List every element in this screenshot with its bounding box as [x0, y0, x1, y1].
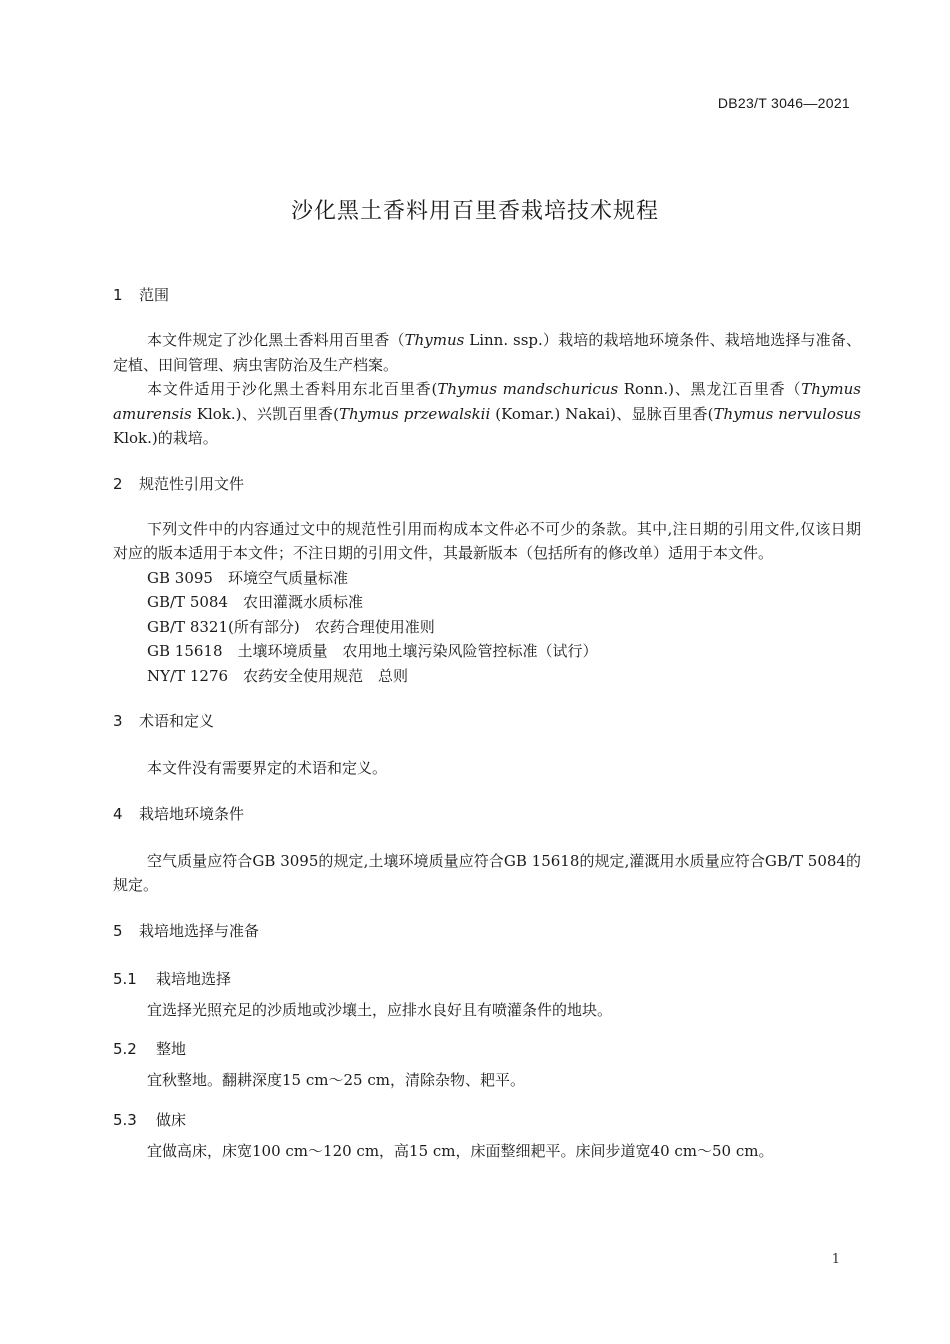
section-title: 栽培地环境条件: [139, 804, 245, 823]
subsection-paragraph: 宜秋整地。翻耕深度15 cm～25 cm，清除杂物、耙平。: [147, 1071, 525, 1089]
section-heading: [113, 920, 861, 944]
terms-paragraph: 本文件没有需要界定的术语和定义。: [147, 759, 388, 777]
environment-paragraph: 空气质量应符合GB 3095的规定,土壤环境质量应符合GB 15618的规定,灌溉用水质量应符合GB/T 5084的规定。: [113, 851, 861, 894]
document-body: [113, 284, 861, 1163]
reference-item: GB 3095 环境空气质量标准: [147, 568, 348, 587]
section-environment: [113, 803, 861, 898]
section-heading: [113, 473, 861, 497]
subsection-title: 整地: [156, 1040, 187, 1058]
subsection-title: 做床: [156, 1110, 187, 1129]
section-number: 1: [113, 286, 123, 304]
section-number: 5: [113, 921, 123, 940]
subsection-paragraph: 宜做高床，床宽100 cm～120 cm，高15 cm，床面整细耙平。床间步道宽40 cm～50 cm。: [147, 1141, 774, 1160]
subsection-number: 5.3: [113, 1110, 137, 1129]
subsection-number: 5.2: [113, 1040, 137, 1058]
document-title: 沙化黑土香料用百里香栽培技术规程: [290, 199, 659, 224]
reference-item: GB/T 8321(所有部分) 农药合理使用准则: [147, 617, 435, 636]
subsection-number: 5.1: [113, 969, 137, 988]
section-number: 4: [113, 804, 123, 823]
subsection-paragraph: 宜选择光照充足的沙质地或沙壤土，应排水良好且有喷灌条件的地块。: [147, 1000, 613, 1019]
section-title: 规范性引用文件: [139, 474, 245, 493]
section-title: 术语和定义: [139, 712, 215, 730]
subsection-heading: [113, 1038, 861, 1062]
section-site-selection: [113, 920, 861, 1164]
section-heading: [113, 284, 861, 308]
section-heading: [113, 803, 861, 827]
section-title: 范围: [139, 286, 170, 304]
scope-paragraph-2: 本文件适用于沙化黑土香料用东北百里香(Thymus mandschuricus Ronn.)、黑龙江百里香（Thymus amurensis Klok.)、兴凯百里香(Thymus przewalskii (Komar.) Nakai)、显脉百里香(Thymus nervulosus Klok.)的栽培。: [113, 380, 862, 447]
section-number: 2: [113, 474, 123, 493]
section-terms-definitions: [113, 710, 861, 781]
reference-item: GB/T 5084 农田灌溉水质标准: [147, 593, 364, 611]
subsection-heading: [113, 968, 861, 992]
section-normative-references: [113, 473, 861, 689]
page-number: 1: [831, 1252, 840, 1267]
references-intro: 下列文件中的内容通过文中的规范性引用而构成本文件必不可少的条款。其中,注日期的引用文件,仅该日期对应的版本适用于本文件；不注日期的引用文件，其最新版本（包括所有的修改单）适用于本文件。: [113, 519, 861, 562]
subsection-title: 栽培地选择: [156, 969, 232, 988]
reference-item: NY/T 1276 农药安全使用规范 总则: [147, 666, 409, 685]
standard-code: DB23/T 3046—2021: [717, 95, 850, 111]
section-scope: [113, 284, 861, 451]
subsection-heading: [113, 1109, 861, 1133]
section-number: 3: [113, 712, 123, 730]
section-title: 栽培地选择与准备: [139, 921, 260, 940]
reference-item: GB 15618 土壤环境质量 农用地土壤污染风险管控标准（试行）: [147, 642, 598, 660]
section-heading: [113, 710, 861, 734]
scope-paragraph-1: 本文件规定了沙化黑土香料用百里香（Thymus Linn. ssp.）栽培的栽培地环境条件、栽培地选择与准备、定植、田间管理、病虫害防治及生产档案。: [113, 331, 861, 374]
